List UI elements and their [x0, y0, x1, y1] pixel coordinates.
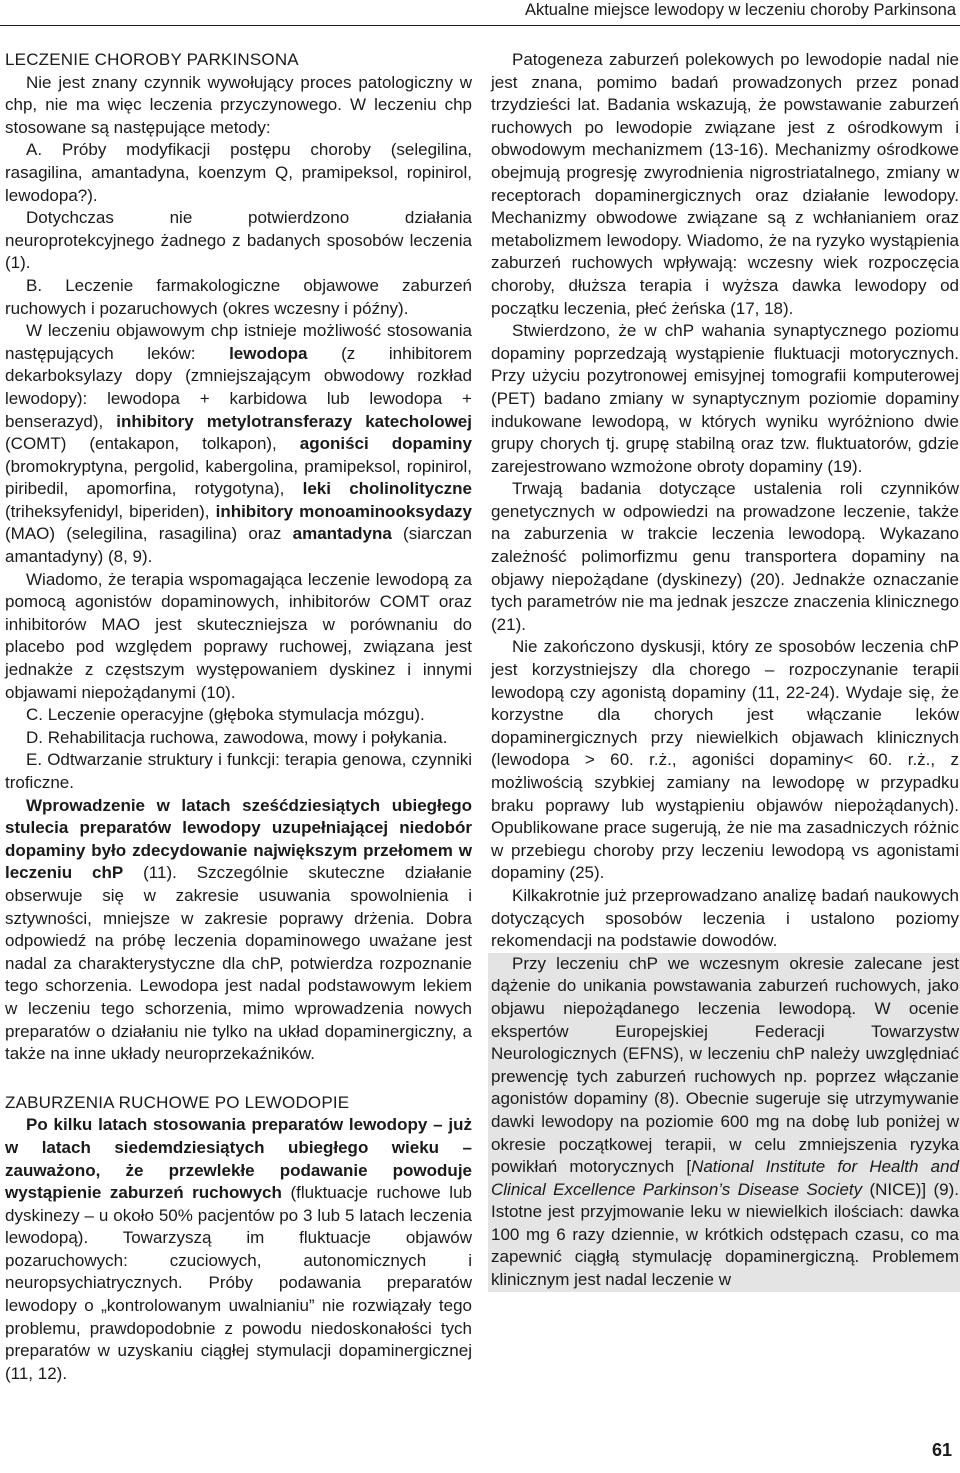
section-title-treatment: LECZENIE CHOROBY PARKINSONA: [5, 50, 299, 69]
bold-lead: Po kilku latach stosowania preparatów lewodopy – już w latach siedemdziesiątych ubiegłego wieku – zauważono, że przewlekłe podawanie powoduje wystąpienie zaburzeń ruchowych: [5, 1115, 472, 1203]
item-b-note: Wiadomo, że terapia wspomagająca leczenie lewodopą za pomocą agonistów dopaminowych, inhibitorów COMT oraz inhibitorów MAO jest skuteczniejsza w porównaniu do placebo pod względem poprawy ruchowej, związana jest jednakże z częstszym występowaniem dyskinez i innymi objawami niepożądanymi (10).: [5, 569, 472, 702]
text-run: (MAO) (selegilina, rasagilina) oraz: [5, 524, 293, 544]
text-run: W leczeniu objawowym chp istnieje możliwość stosowania następujących leków:: [5, 321, 472, 363]
text-run: (NICE)] (9). Istotne jest przyjmowanie leku w niewielkich ilościach: dawka 100 mg 6 razy dziennie, w krótkich odstępach czasu, co ma zapewnić ciągłą stymulację dopaminergiczną. Problemem klinicznym jest nadal leczenie w: [491, 1179, 959, 1290]
bold-term: leki cholinolityczne: [302, 479, 472, 499]
text-run: (11). Szczególnie skuteczne działanie obserwuje się w zakresie usuwania spowolnienia i sztywności, mniejsze w zakresie poprawy drżenia. Dobra odpowiedź na próbę leczenia dopaminowego uważane jest nadal za charakterystyczne dla chP, potwierdza rozpoznanie tego schorzenia. Lewodopa jest nadal podstawowym lekiem w leczeniu tego schorzenia, mimo wprowadzenia nowych preparatów o działaniu nie tylko na układ dopaminergiczny, a także na inne układy neuroprzekaźników.: [5, 863, 472, 1064]
highlighted-box: [488, 953, 960, 1292]
item-a-note: Dotychczas nie potwierdzono działania neuroprotekcyjnego żadnego z badanych sposobów leczenia (1).: [5, 208, 472, 273]
page-number: 61: [931, 1440, 952, 1460]
bold-term: inhibitory metylotransferazy katecholowej: [116, 411, 472, 431]
item-a: A. Próby modyfikacji postępu choroby (selegilina, rasagilina, amantadyna, koenzym Q, pramipeksol, ropinirol, lewodopa?).: [5, 140, 472, 205]
paragraph-efns-nice: [491, 953, 959, 1292]
header-rule: [0, 25, 960, 26]
running-head: Aktualne miejsce lewodopy w leczeniu choroby Parkinsona: [524, 1, 956, 19]
italic-source: National Institute for Health and Clinical Excellence Parkinson’s Disease Society: [491, 1157, 959, 1199]
paragraph-recommendations: Kilkakrotnie już przeprowadzano analizę badań naukowych dotyczących sposobów leczenia i ustalono poziomy rekomendacji na podstawie dowodów.: [491, 885, 959, 951]
text-run: (siarczan amantadyny) (8, 9).: [5, 524, 472, 567]
text-run: (COMT) (entakapon, tolkapon),: [5, 434, 300, 454]
paragraph-intro: Nie jest znany czynnik wywołujący proces patologiczny w chp, nie ma więc leczenia przyczynowego. W leczeniu chp stosowane są następujące metody:: [5, 72, 472, 137]
right-column: [491, 49, 959, 1292]
bold-term: amantadyna: [292, 524, 392, 544]
paragraph-levodopa-breakthrough: [5, 795, 472, 1066]
text-run: (triheksyfenidyl, biperiden),: [5, 501, 216, 521]
item-b-drugs: [5, 320, 472, 569]
paragraph-pathogenesis: Patogeneza zaburzeń polekowych po lewodopie nadal nie jest znana, pomimo badań prowadzonych przez ponad trzydzieści lat. Badania wskazują, że powstawanie zaburzeń ruchowych po lewodopie związane jest z ośrodkowym i obwodowym mechanizmem (13-16). Mechanizmy ośrodkowe obejmują progresję zwyrodnienia nigrostriatalnego, zmiany w receptorach dopaminergicznych oraz działanie lewodopy. Mechanizmy obwodowe związane są z wchłanianiem oraz metabolizmem lewodopy. Wiadomo, że na ryzyko wystąpienia zaburzeń ruchowych wpływają: wczesny wiek rozpoczęcia choroby, dłuższa terapia i wyższa dawka lewodopy od początku leczenia, płeć żeńska (17, 18).: [491, 50, 959, 318]
bold-term: lewodopa: [229, 343, 308, 363]
paragraph-pet-studies: Stwierdzono, że w chP wahania synaptycznego poziomu dopaminy poprzedzają wystąpienie fluktuacji motorycznych. Przy użyciu pozytronowej emisyjnej tomografii komputerowej (PET) badano zmiany w synaptycznym poziomie dopaminy indukowane lewodopą, w których wyniku wyróżniono dwie grupy chorych tj. grupę stabilną oraz tzw. fluktuatorów, gdzie zarejestrowano wzmożone obroty dopaminy (19).: [491, 321, 959, 476]
text-run: Przy leczeniu chP we wczesnym okresie zalecane jest dążenie do unikania powstawania zaburzeń ruchowych, jako objawu niepożądanego leczenia lewodopą. W ocenie ekspertów Europejskiej Federacji Towarzystw Neurologicznych (EFNS), w leczeniu chP należy uwzględniać prewencję tych zaburzeń ruchowych np. poprzez włączanie agonistów dopaminy (8). Obecnie sugeruje się utrzymywanie dawki lewodopy na poziomie 600 mg na dobę lub poniżej w okresie początkowej terapii, w celu zmniejszenia ryzyka powikłań motorycznych [: [491, 953, 959, 1177]
paragraph-motor-complications: [5, 1114, 472, 1385]
item-d: D. Rehabilitacja ruchowa, zawodowa, mowy i połykania.: [26, 727, 448, 747]
text-run: (fluktuacje ruchowe lub dyskinezy – u około 50% pacjentów po 3 lub 5 latach leczenia lewodopą). Towarzyszą im fluktuacje objawów pozaruchowych: czuciowych, autonomicznych i neuropsychiatrycznych. Próby podawania preparatów lewodopy o „kontrolowanym uwalnianiu” nie rozwiązały tego problemu, prawdopodobnie z powodu niedoskonałości tych preparatów w uzyskaniu ciągłej stymulacji dopaminergicznej (11, 12).: [5, 1183, 472, 1383]
section-title-motor-disorders: ZABURZENIA RUCHOWE PO LEWODOPIE: [5, 1092, 350, 1112]
bold-term: agoniści dopaminy: [299, 434, 472, 454]
left-column: [5, 49, 472, 1385]
bold-term: inhibitory monoaminooksydazy: [215, 501, 472, 521]
text-run: (z inhibitorem dekarboksylazy dopy (zmniejszającym obwodowy rozkład lewodopy): lewodopa + karbidowa lub lewodopa + benserazyd),: [5, 343, 472, 431]
paragraph-genetics: Trwają badania dotyczące ustalenia roli czynników genetycznych w odpowiedzi na prowadzone leczenie, także na zaburzenia w trakcie leczenia lewodopą. Wykazano zależność polimorfizmu genu transportera dopaminy na objawy niepożądane (dyskinezy) (20). Jednakże oznaczanie tych parametrów nie ma jednak jeszcze znaczenia klinicznego (21).: [491, 479, 959, 634]
paragraph-treatment-debate: Nie zakończono dyskusji, który ze sposobów leczenia chP jest korzystniejszy dla chorego – rozpoczynanie terapii lewodopą czy agonistą dopaminy (11, 22-24). Wydaje się, że korzystne dla chorych jest włączanie leków dopaminergicznych przy niewielkich objawach klinicznych (lewodopa > 60. r.ż., agoniści dopaminy< 60. r.ż., z możliwością szybkiej zamiany na lewodopę w przypadku braku poprawy lub wystąpieniu objawów niepożądanych). Opublikowane prace sugerują, że nie ma zasadniczych różnic w przebiegu choroby przy leczeniu lewodopą vs agonistami dopaminy (25).: [491, 637, 959, 883]
item-c: C. Leczenie operacyjne (głęboka stymulacja mózgu).: [26, 705, 425, 725]
text-run: (bromokryptyna, pergolid, kabergolina, pramipeksol, ropinirol, piribedil, apomorfina, rotygotyna),: [5, 456, 472, 499]
bold-lead: Wprowadzenie w latach sześćdziesiątych ubiegłego stulecia preparatów lewodopy uzupełniającej niedobór dopaminy było zdecydowanie największym przełomem w leczeniu chP: [5, 795, 472, 883]
item-b: B. Leczenie farmakologiczne objawowe zaburzeń ruchowych i pozaruchowych (okres wczesny i późny).: [5, 275, 472, 318]
item-e: E. Odtwarzanie struktury i funkcji: terapia genowa, czynniki troficzne.: [5, 750, 472, 792]
section-gap: [5, 1066, 472, 1092]
